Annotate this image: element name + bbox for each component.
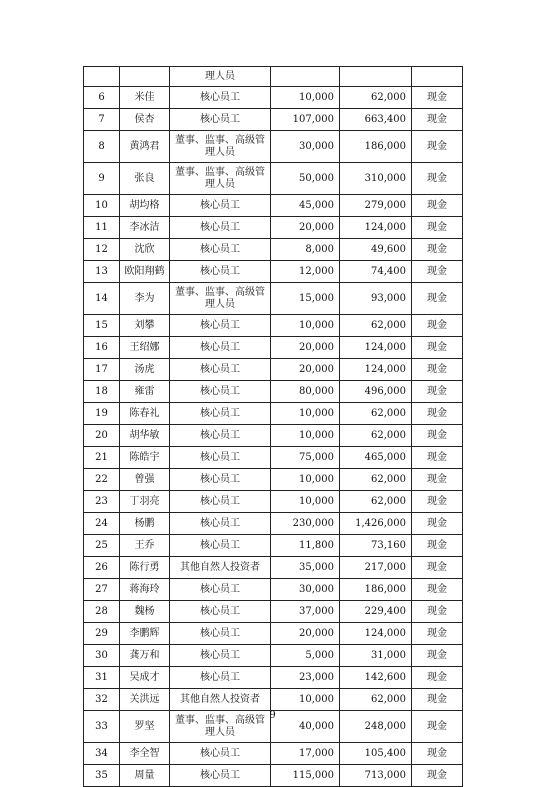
table-row (84, 743, 463, 765)
subscribed-shares: 5,000 (271, 645, 340, 667)
payment-method: 现金 (412, 579, 463, 601)
subscribed-shares: 30,000 (271, 131, 340, 163)
row-index: 7 (84, 109, 120, 131)
holder-role: 董事、监事、高级管理人员 (170, 283, 271, 315)
payment-method: 现金 (412, 195, 463, 217)
subscribed-amount: 186,000 (340, 131, 412, 163)
subscribed-amount: 124,000 (340, 359, 412, 381)
holder-role: 核心员工 (170, 337, 271, 359)
subscribed-amount: 93,000 (340, 283, 412, 315)
subscribed-shares: 115,000 (271, 765, 340, 787)
holder-role: 核心员工 (170, 645, 271, 667)
payment-method: 现金 (412, 131, 463, 163)
subscribed-shares: 8,000 (271, 239, 340, 261)
table-row (84, 87, 463, 109)
table-row (84, 67, 463, 87)
holder-name: 李为 (120, 283, 170, 315)
subscribed-shares: 10,000 (271, 689, 340, 711)
subscribed-amount (340, 67, 412, 87)
table-row (84, 283, 463, 315)
subscribed-shares: 11,800 (271, 535, 340, 557)
payment-method: 现金 (412, 337, 463, 359)
holder-role: 核心员工 (170, 765, 271, 787)
row-index: 27 (84, 579, 120, 601)
table-row (84, 131, 463, 163)
row-index: 32 (84, 689, 120, 711)
holder-name: 曾强 (120, 469, 170, 491)
subscribed-amount: 465,000 (340, 447, 412, 469)
table-row (84, 381, 463, 403)
row-index: 30 (84, 645, 120, 667)
table-row (84, 645, 463, 667)
subscribed-amount: 62,000 (340, 469, 412, 491)
subscribed-amount: 124,000 (340, 217, 412, 239)
holder-name: 魏杨 (120, 601, 170, 623)
row-index: 26 (84, 557, 120, 579)
subscribed-amount: 713,000 (340, 765, 412, 787)
table-row (84, 195, 463, 217)
row-index: 34 (84, 743, 120, 765)
holder-name: 欧阳翔鹤 (120, 261, 170, 283)
subscribed-shares: 50,000 (271, 163, 340, 195)
row-index: 33 (84, 711, 120, 743)
row-index (84, 67, 120, 87)
row-index: 16 (84, 337, 120, 359)
table-row (84, 623, 463, 645)
table-row (84, 217, 463, 239)
holder-role: 核心员工 (170, 239, 271, 261)
holder-name: 李冰洁 (120, 217, 170, 239)
holder-role: 核心员工 (170, 261, 271, 283)
holder-name: 黄鸿君 (120, 131, 170, 163)
subscribed-amount: 248,000 (340, 711, 412, 743)
holder-name: 沈欣 (120, 239, 170, 261)
payment-method: 现金 (412, 261, 463, 283)
table-row (84, 261, 463, 283)
table-body (84, 67, 463, 787)
subscribed-amount: 663,400 (340, 109, 412, 131)
row-index: 31 (84, 667, 120, 689)
shareholder-table (83, 66, 463, 787)
row-index: 17 (84, 359, 120, 381)
table-row (84, 765, 463, 787)
payment-method: 现金 (412, 667, 463, 689)
table-row (84, 689, 463, 711)
row-index: 24 (84, 513, 120, 535)
subscribed-amount: 74,400 (340, 261, 412, 283)
subscribed-shares: 17,000 (271, 743, 340, 765)
table-row (84, 535, 463, 557)
subscribed-amount: 496,000 (340, 381, 412, 403)
row-index: 20 (84, 425, 120, 447)
holder-name: 胡华敏 (120, 425, 170, 447)
payment-method: 现金 (412, 513, 463, 535)
holder-name: 丁羽亮 (120, 491, 170, 513)
holder-role: 核心员工 (170, 513, 271, 535)
holder-role: 核心员工 (170, 359, 271, 381)
subscribed-shares (271, 67, 340, 87)
subscribed-shares: 12,000 (271, 261, 340, 283)
subscribed-shares: 45,000 (271, 195, 340, 217)
holder-role: 董事、监事、高级管理人员 (170, 131, 271, 163)
holder-role: 核心员工 (170, 469, 271, 491)
row-index: 19 (84, 403, 120, 425)
subscribed-amount: 49,600 (340, 239, 412, 261)
row-index: 22 (84, 469, 120, 491)
payment-method: 现金 (412, 163, 463, 195)
payment-method: 现金 (412, 557, 463, 579)
subscribed-shares: 75,000 (271, 447, 340, 469)
holder-name: 陈皓宇 (120, 447, 170, 469)
holder-role: 核心员工 (170, 195, 271, 217)
holder-role: 核心员工 (170, 109, 271, 131)
row-index: 10 (84, 195, 120, 217)
payment-method: 现金 (412, 359, 463, 381)
holder-name: 蒋海玲 (120, 579, 170, 601)
row-index: 14 (84, 283, 120, 315)
payment-method: 现金 (412, 217, 463, 239)
holder-name: 刘攀 (120, 315, 170, 337)
subscribed-shares: 20,000 (271, 623, 340, 645)
holder-role: 核心员工 (170, 535, 271, 557)
holder-role: 核心员工 (170, 425, 271, 447)
holder-role: 核心员工 (170, 579, 271, 601)
payment-method: 现金 (412, 491, 463, 513)
holder-name: 王乔 (120, 535, 170, 557)
subscribed-shares: 20,000 (271, 359, 340, 381)
table-row (84, 601, 463, 623)
holder-name: 胡均格 (120, 195, 170, 217)
holder-name: 罗坚 (120, 711, 170, 743)
subscribed-shares: 15,000 (271, 283, 340, 315)
holder-role: 核心员工 (170, 87, 271, 109)
subscribed-amount: 217,000 (340, 557, 412, 579)
table-row (84, 447, 463, 469)
row-index: 15 (84, 315, 120, 337)
table-row (84, 337, 463, 359)
holder-name: 李全智 (120, 743, 170, 765)
payment-method: 现金 (412, 283, 463, 315)
subscribed-amount: 31,000 (340, 645, 412, 667)
holder-role: 理人员 (170, 67, 271, 87)
subscribed-shares: 107,000 (271, 109, 340, 131)
payment-method (412, 67, 463, 87)
subscribed-shares: 10,000 (271, 491, 340, 513)
payment-method: 现金 (412, 447, 463, 469)
subscribed-amount: 62,000 (340, 315, 412, 337)
subscribed-amount: 62,000 (340, 491, 412, 513)
payment-method: 现金 (412, 711, 463, 743)
holder-name: 雍雷 (120, 381, 170, 403)
subscribed-shares: 20,000 (271, 217, 340, 239)
holder-name: 汤虎 (120, 359, 170, 381)
holder-name: 张良 (120, 163, 170, 195)
row-index: 8 (84, 131, 120, 163)
subscribed-amount: 310,000 (340, 163, 412, 195)
payment-method: 现金 (412, 381, 463, 403)
payment-method: 现金 (412, 765, 463, 787)
subscribed-shares: 230,000 (271, 513, 340, 535)
subscribed-amount: 62,000 (340, 689, 412, 711)
holder-role: 核心员工 (170, 217, 271, 239)
holder-role: 核心员工 (170, 381, 271, 403)
subscribed-amount: 62,000 (340, 403, 412, 425)
table-row (84, 109, 463, 131)
payment-method: 现金 (412, 87, 463, 109)
row-index: 35 (84, 765, 120, 787)
holder-name: 杨鹏 (120, 513, 170, 535)
subscribed-shares: 40,000 (271, 711, 340, 743)
holder-role: 董事、监事、高级管理人员 (170, 711, 271, 743)
subscribed-shares: 10,000 (271, 469, 340, 491)
row-index: 6 (84, 87, 120, 109)
subscribed-shares: 10,000 (271, 87, 340, 109)
row-index: 23 (84, 491, 120, 513)
row-index: 9 (84, 163, 120, 195)
table-row (84, 491, 463, 513)
holder-role: 核心员工 (170, 667, 271, 689)
holder-name: 米佳 (120, 87, 170, 109)
subscribed-amount: 279,000 (340, 195, 412, 217)
subscribed-amount: 124,000 (340, 623, 412, 645)
holder-name: 吴成才 (120, 667, 170, 689)
table-row (84, 469, 463, 491)
row-index: 29 (84, 623, 120, 645)
subscribed-shares: 10,000 (271, 403, 340, 425)
payment-method: 现金 (412, 239, 463, 261)
subscribed-shares: 30,000 (271, 579, 340, 601)
table-row (84, 163, 463, 195)
table-row (84, 557, 463, 579)
subscribed-shares: 37,000 (271, 601, 340, 623)
subscribed-shares: 20,000 (271, 337, 340, 359)
holder-name: 周量 (120, 765, 170, 787)
table-row (84, 579, 463, 601)
table-row (84, 513, 463, 535)
table-row (84, 359, 463, 381)
holder-name: 关洪远 (120, 689, 170, 711)
holder-role: 核心员工 (170, 403, 271, 425)
page-number: 9 (269, 710, 276, 721)
subscribed-amount: 186,000 (340, 579, 412, 601)
holder-role: 核心员工 (170, 315, 271, 337)
row-index: 12 (84, 239, 120, 261)
holder-name (120, 67, 170, 87)
holder-name: 陈行勇 (120, 557, 170, 579)
subscribed-amount: 73,160 (340, 535, 412, 557)
payment-method: 现金 (412, 689, 463, 711)
subscribed-shares: 35,000 (271, 557, 340, 579)
row-index: 25 (84, 535, 120, 557)
holder-role: 核心员工 (170, 601, 271, 623)
holder-name: 李鹏辉 (120, 623, 170, 645)
subscribed-shares: 23,000 (271, 667, 340, 689)
holder-role: 核心员工 (170, 447, 271, 469)
row-index: 13 (84, 261, 120, 283)
payment-method: 现金 (412, 645, 463, 667)
holder-role: 核心员工 (170, 623, 271, 645)
subscribed-amount: 124,000 (340, 337, 412, 359)
subscribed-amount: 62,000 (340, 87, 412, 109)
holder-role: 其他自然人投资者 (170, 689, 271, 711)
subscribed-shares: 10,000 (271, 315, 340, 337)
payment-method: 现金 (412, 425, 463, 447)
subscribed-amount: 105,400 (340, 743, 412, 765)
table-row (84, 425, 463, 447)
table-row (84, 239, 463, 261)
row-index: 28 (84, 601, 120, 623)
payment-method: 现金 (412, 623, 463, 645)
row-index: 11 (84, 217, 120, 239)
holder-role: 核心员工 (170, 743, 271, 765)
payment-method: 现金 (412, 535, 463, 557)
payment-method: 现金 (412, 403, 463, 425)
subscribed-amount: 142,600 (340, 667, 412, 689)
subscribed-shares: 10,000 (271, 425, 340, 447)
row-index: 18 (84, 381, 120, 403)
payment-method: 现金 (412, 109, 463, 131)
row-index: 21 (84, 447, 120, 469)
holder-name: 陈春礼 (120, 403, 170, 425)
subscribed-shares: 80,000 (271, 381, 340, 403)
holder-name: 王绍娜 (120, 337, 170, 359)
subscribed-amount: 229,400 (340, 601, 412, 623)
payment-method: 现金 (412, 469, 463, 491)
holder-role: 核心员工 (170, 491, 271, 513)
holder-role: 其他自然人投资者 (170, 557, 271, 579)
holder-name: 龚万和 (120, 645, 170, 667)
table-row (84, 315, 463, 337)
holder-name: 侯杏 (120, 109, 170, 131)
table-row (84, 667, 463, 689)
payment-method: 现金 (412, 315, 463, 337)
payment-method: 现金 (412, 601, 463, 623)
subscribed-amount: 62,000 (340, 425, 412, 447)
holder-role: 董事、监事、高级管理人员 (170, 163, 271, 195)
subscribed-amount: 1,426,000 (340, 513, 412, 535)
payment-method: 现金 (412, 743, 463, 765)
table-row (84, 403, 463, 425)
